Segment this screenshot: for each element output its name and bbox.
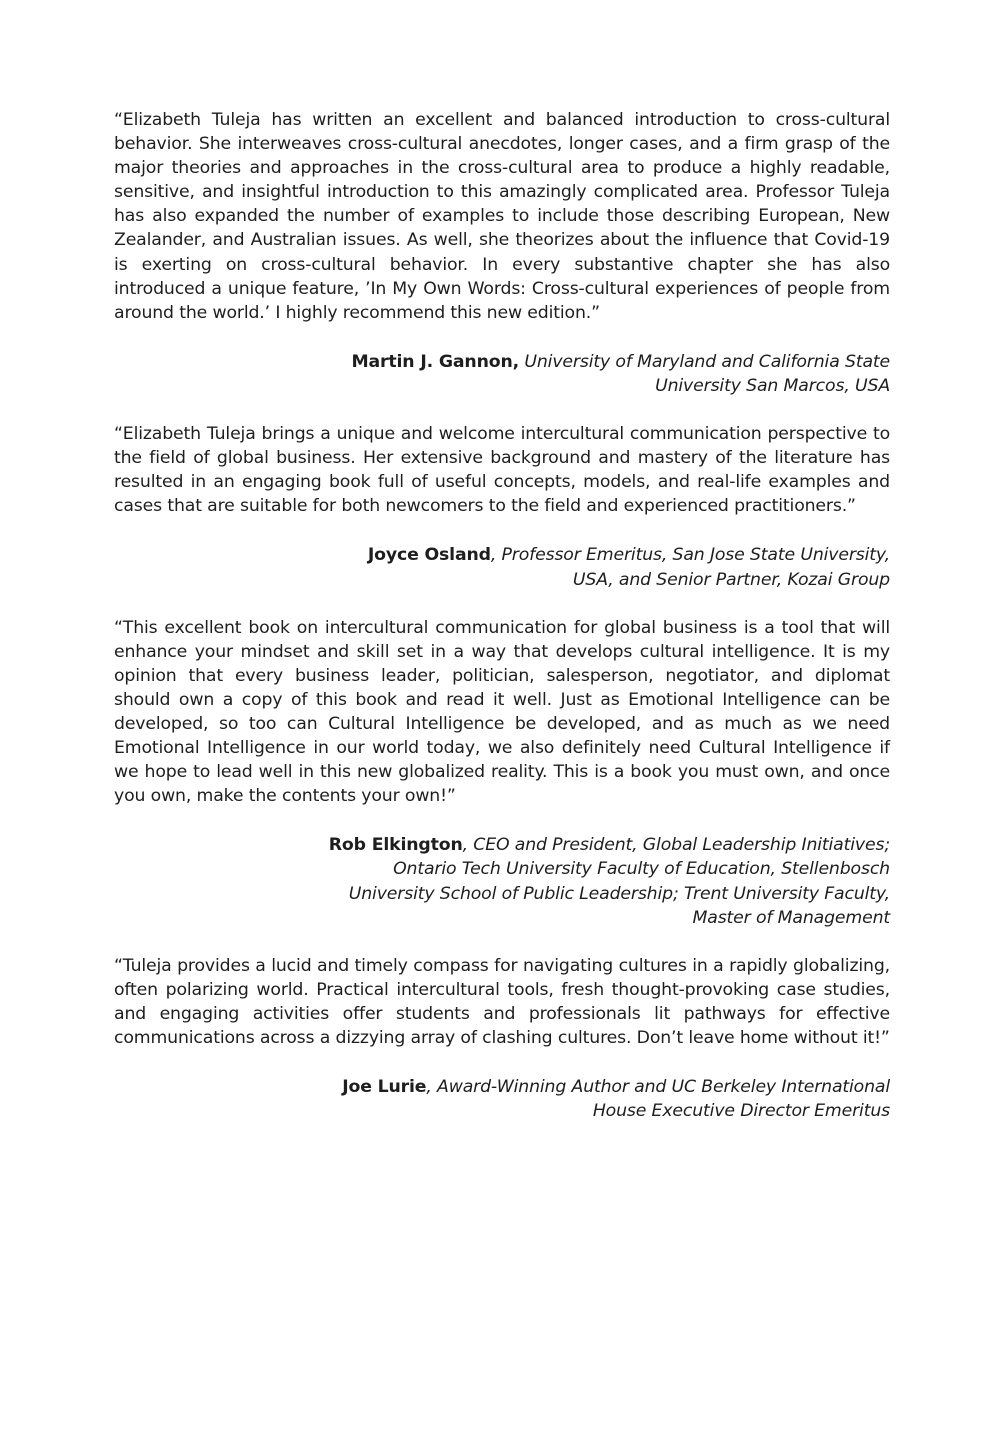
endorser-affiliation: University San Marcos, USA [655,375,890,396]
endorsement-quote-lurie: “Tuleja provides a lucid and timely compass for navigating cultures in a rapidly globalizing, often polarizing world. Practical intercultural tools, fresh thought-provoking case studies, and engaging activities offer students and professionals lit pathways for effective communications across a dizzying array of clashing cultures. Don’t leave home without it!” [114,955,890,1048]
endorsement-quote-osland: “Elizabeth Tuleja brings a unique and welcome intercultural communication perspective to the field of global business. Her extensive background and mastery of the literature has resulted in an engaging book full of useful concepts, models, and real-life examples and cases that are suitable for both newcomers to the field and experienced practitioners.” [114,424,890,517]
endorsements-page [114,108,890,1147]
endorser-affiliation: Master of Management [692,907,890,928]
endorser-affiliation: , CEO and President, Global Leadership Initiatives; [462,835,890,856]
endorser-name: Martin J. Gannon, [351,351,520,372]
endorser-name: Joyce Osland [367,545,491,566]
endorser-name: Rob Elkington [328,835,463,856]
endorser-name: Joe Lurie [342,1077,427,1098]
endorsement-quote-gannon: “Elizabeth Tuleja has written an excellent and balanced introduction to cross-cultural behavior. She interweaves cross-cultural anecdotes, longer cases, and a firm grasp of the major theories and approaches in the cross-cultural area to produce a highly readable, sensitive, and insightful introduction to this amazingly complicated area. Professor Tuleja has also expanded the number of examples to include those describing European, New Zealander, and Australian issues. As well, she theorizes about the influence that Covid-19 is exerting on cross-cultural behavior. In every substantive chapter she has also introduced a unique feature, ’In My Own Words: Cross-cultural experiences of people from around the world.’ I highly recommend this new edition.” [114,110,890,323]
endorser-affiliation: , Award-Winning Author and UC Berkeley International [426,1077,890,1098]
endorser-affiliation: USA, and Senior Partner, Kozai Group [572,569,890,590]
endorsement-quote-elkington: “This excellent book on intercultural communication for global business is a tool that will enhance your mindset and skill set in a way that develops cultural intelligence. It is my opinion that every business leader, politician, salesperson, negotiator, and diplomat should own a copy of this book and read it well. Just as Emotional Intelligence can be developed, so too can Cultural Intelligence be developed, and as much as we need Emotional Intelligence in our world today, we also definitely need Cultural Intelligence if we hope to lead well in this new globalized reality. This is a book you must own, and once you own, make the contents your own!” [114,617,890,807]
endorsement-attribution-lurie [114,1075,890,1123]
endorser-affiliation: University School of Public Leadership; Trent University Faculty, [348,883,890,904]
endorser-affiliation: Ontario Tech University Faculty of Education, Stellenbosch [393,859,890,880]
endorser-affiliation: House Executive Director Emeritus [592,1101,890,1122]
endorsement-attribution-elkington [114,833,890,929]
endorser-affiliation: University of Maryland and California State [524,351,890,372]
endorser-affiliation: , Professor Emeritus, San Jose State University, [490,545,890,566]
endorsement-attribution-gannon [114,350,890,398]
endorsement-attribution-osland [114,543,890,591]
